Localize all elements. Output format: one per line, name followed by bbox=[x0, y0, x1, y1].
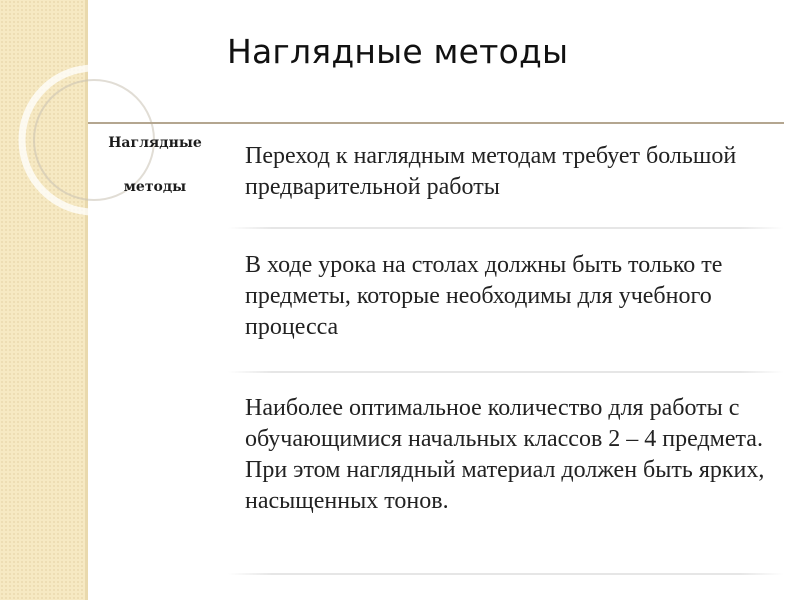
content-row: Наиболее оптимальное количество для работы с обучающимися начальных классов 2 – 4 предмета. При этом наглядный материал должен быть ярких, насыщенных тонов. bbox=[245, 395, 765, 514]
slide-title: Наглядные методы bbox=[227, 32, 569, 71]
category-label-line2: методы bbox=[123, 179, 187, 195]
category-label bbox=[88, 134, 222, 196]
row-separator bbox=[228, 573, 784, 575]
content-row: В ходе урока на столах должны быть только те предметы, которые необходимы для учебного процесса bbox=[245, 252, 723, 340]
table-top-rule bbox=[88, 122, 784, 124]
decorative-rings bbox=[0, 0, 180, 260]
category-label-line1: Наглядные bbox=[108, 135, 202, 151]
content-row: Переход к наглядным методам требует большой предварительной работы bbox=[245, 143, 737, 200]
row-separator bbox=[228, 371, 784, 373]
row-separator bbox=[228, 227, 784, 229]
